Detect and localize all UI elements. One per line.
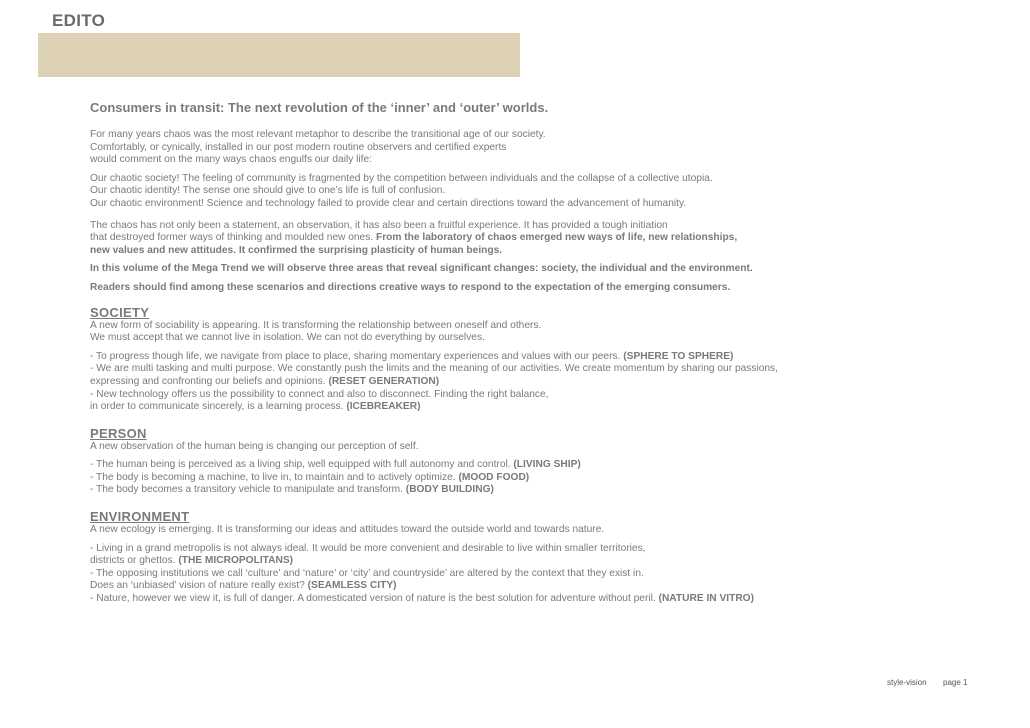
text-run: - The body becomes a transitory vehicle to manipulate and transform. [90, 484, 406, 496]
text-line [90, 472, 990, 485]
text-run: Comfortably, or cynically, installed in our post modern routine observers and certified experts [90, 141, 507, 153]
list-item [90, 543, 990, 568]
text-run: Does an ‘unbiased’ vision of nature really exist? [90, 580, 308, 592]
text-run: in order to communicate sincerely, is a learning process. [90, 401, 347, 413]
text-line [90, 580, 990, 593]
text-line [90, 441, 990, 454]
text-line [90, 154, 990, 167]
text-run: - Living in a grand metropolis is not always ideal. It would be more convenient and desirable to live within smaller territories, [90, 542, 646, 554]
list-item [90, 363, 990, 388]
text-line [90, 555, 990, 568]
list-item [90, 472, 990, 485]
text-line [90, 220, 990, 233]
text-line [90, 593, 990, 606]
page-title: EDITO [52, 11, 106, 30]
text-line [90, 484, 990, 497]
text-line [90, 363, 990, 376]
text-line [90, 568, 990, 581]
text-line [90, 245, 990, 258]
section-intro [90, 441, 990, 454]
document-body [90, 100, 990, 606]
text-run: - The opposing institutions we call ‘culture’ and ‘nature’ or ‘city’ and countryside’ are altered by the context that they exist in. [90, 567, 644, 579]
text-line [90, 459, 990, 472]
text-line [90, 173, 990, 186]
text-line [90, 263, 990, 276]
text-line [90, 185, 990, 198]
text-run: expressing and confronting our beliefs and opinions. [90, 375, 329, 387]
intro-paragraph [90, 263, 990, 276]
text-run: districts or ghettos. [90, 555, 179, 567]
intro-block [90, 129, 990, 295]
section-items [90, 459, 990, 497]
bold-text: (SPHERE TO SPHERE) [623, 350, 734, 362]
text-run: Our chaotic environment! Science and technology failed to provide clear and certain directions toward the advancement of humanity. [90, 197, 687, 209]
bold-text: (MOOD FOOD) [458, 471, 530, 483]
text-run: - New technology offers us the possibility to connect and also to disconnect. Finding the right balance, [90, 388, 549, 400]
list-item [90, 568, 990, 593]
text-run: - The body is becoming a machine, to live in, to maintain and to actively optimize. [90, 471, 459, 483]
intro-paragraph [90, 220, 990, 258]
section-title-environment: ENVIRONMENT [90, 509, 190, 525]
text-line [90, 351, 990, 364]
section-title-society: SOCIETY [90, 304, 150, 320]
text-run: We must accept that we cannot live in isolation. We can not do everything by ourselves. [90, 332, 485, 344]
bold-text: (NATURE IN VITRO) [658, 593, 754, 605]
text-line [90, 282, 990, 295]
text-line [90, 129, 990, 142]
section-title-person: PERSON [90, 425, 147, 441]
text-run: Our chaotic society! The feeling of community is fragmented by the competition between individuals and the collapse of a collective utopia. [90, 172, 713, 184]
text-run: would comment on the many ways chaos engulfs our daily life: [90, 154, 372, 166]
bold-text: (ICEBREAKER) [346, 401, 421, 413]
footer-page-number: page 1 [943, 678, 968, 687]
intro-paragraph [90, 129, 990, 167]
list-item [90, 459, 990, 472]
text-run: The chaos has not only been a statement, an observation, it has also been a fruitful experience. It has provided a tough initiation [90, 219, 668, 231]
text-line [90, 142, 990, 155]
list-item [90, 351, 990, 364]
text-run: Our chaotic identity! The sense one should give to one’s life is full of confusion. [90, 185, 446, 197]
bold-text: (THE MICROPOLITANS) [178, 555, 294, 567]
section-intro [90, 524, 990, 537]
text-run: that destroyed former ways of thinking and moulded new ones. [90, 232, 376, 244]
text-line [90, 524, 990, 537]
text-line [90, 376, 990, 389]
bold-text: In this volume of the Mega Trend we will observe three areas that reveal significant changes: society, the individual and the environment. [90, 263, 753, 275]
text-run: - To progress though life, we navigate from place to place, sharing momentary experiences and values with our peers. [90, 350, 624, 362]
text-run: - The human being is perceived as a living ship, well equipped with full autonomy and control. [90, 459, 514, 471]
bold-text: (SEAMLESS CITY) [307, 580, 397, 592]
text-run: A new observation of the human being is changing our perception of self. [90, 440, 419, 452]
list-item [90, 484, 990, 497]
bold-text: (RESET GENERATION) [328, 375, 440, 387]
intro-paragraph [90, 173, 990, 211]
document-subtitle: Consumers in transit: The next revolution of the ‘inner’ and ‘outer’ worlds. [90, 100, 549, 115]
footer-brand: style-vision [887, 678, 927, 687]
header-band [38, 33, 520, 77]
text-run: - We are multi tasking and multi purpose. We constantly push the limits and the meaning of our activities. We create momentum by sharing our passions, [90, 363, 778, 375]
bold-text: (BODY BUILDING) [405, 484, 494, 496]
list-item [90, 389, 990, 414]
text-line [90, 389, 990, 402]
text-run: - Nature, however we view it, is full of danger. A domesticated version of nature is the best solution for adventure without peril. [90, 593, 659, 605]
bold-text: From the laboratory of chaos emerged new ways of life, new relationships, [375, 232, 738, 244]
text-run: A new ecology is emerging. It is transforming our ideas and attitudes toward the outside world and towards nature. [90, 524, 605, 536]
text-line [90, 543, 990, 556]
text-run: A new form of sociability is appearing. It is transforming the relationship between oneself and others. [90, 319, 542, 331]
intro-paragraph [90, 282, 990, 295]
section-intro [90, 320, 990, 345]
text-line [90, 320, 990, 333]
list-item [90, 593, 990, 606]
section-items [90, 543, 990, 606]
text-line [90, 232, 990, 245]
text-line [90, 401, 990, 414]
text-run: For many years chaos was the most relevant metaphor to describe the transitional age of our society. [90, 129, 546, 140]
text-line [90, 198, 990, 211]
bold-text: (LIVING SHIP) [513, 459, 581, 471]
sections-block [90, 305, 990, 606]
section-items [90, 351, 990, 414]
text-line [90, 332, 990, 345]
bold-text: Readers should find among these scenarios and directions creative ways to respond to the expectation of the emerging consumers. [90, 281, 731, 293]
bold-text: new values and new attitudes. It confirmed the surprising plasticity of human beings. [90, 244, 503, 256]
